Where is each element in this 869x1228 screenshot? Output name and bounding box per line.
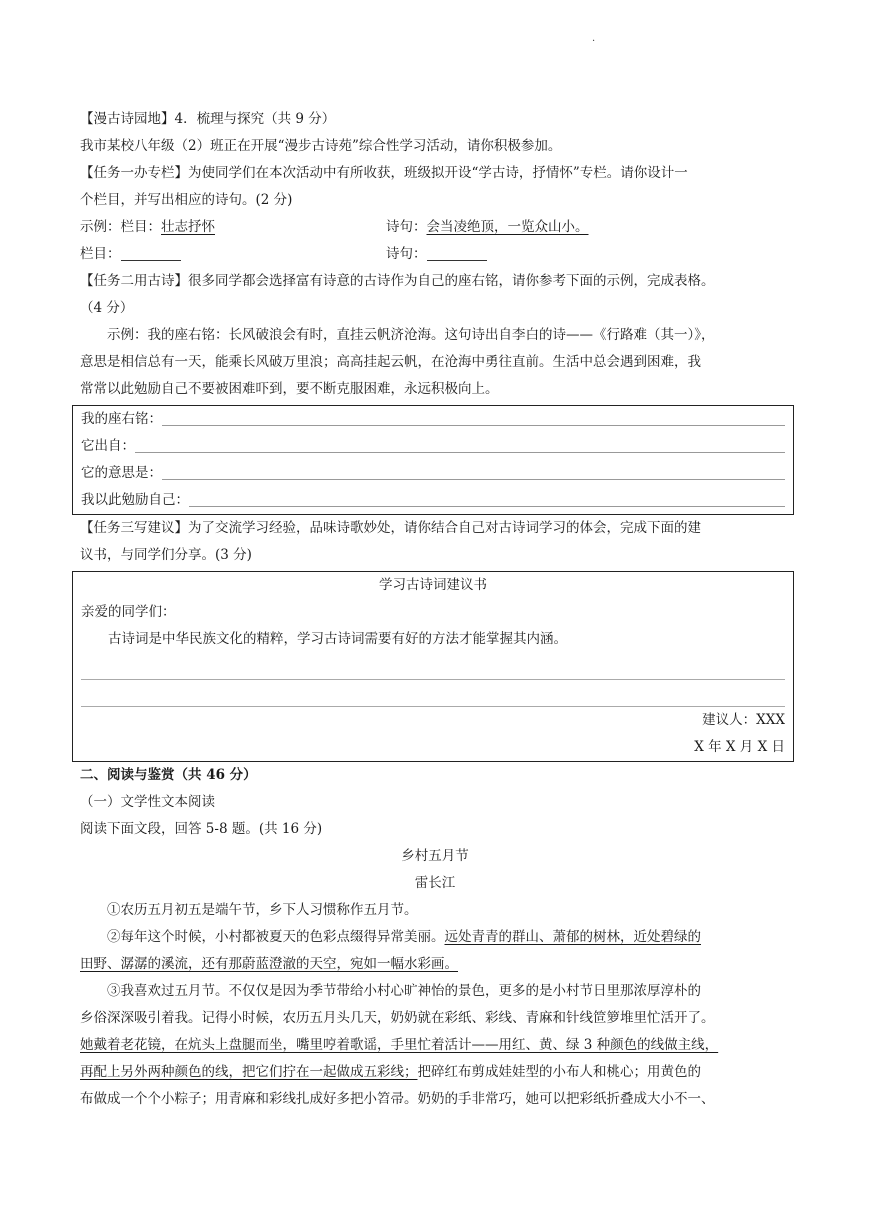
column-answer-blank[interactable] bbox=[121, 244, 181, 261]
meaning-row[interactable] bbox=[81, 460, 785, 487]
article-paragraph-2-line2 bbox=[80, 951, 790, 978]
task1-example-row bbox=[80, 214, 790, 241]
article-title: 乡村五月节 bbox=[401, 848, 469, 864]
letter-title: 学习古诗词建议书 bbox=[379, 577, 487, 593]
p3-rest: 把碎红布剪成娃娃型的小布人和桃心；用黄色的 bbox=[417, 1064, 701, 1080]
article-paragraph-1: ①农历五月初五是端午节，乡下人习惯称作五月节。 bbox=[107, 902, 418, 918]
task3-line1: 【任务三写建议】为了交流学习经验，品味诗歌妙处，请你结合自己对古诗词学习的体会，完成下面的建 bbox=[80, 520, 701, 536]
reading-instruction: 阅读下面文段，回答 5-8 题。(共 16 分) bbox=[80, 821, 323, 837]
task2-example-line2: 意思是相信总有一天，能乘长风破万里浪；高高挂起云帆，在沧海中勇往直前。生活中总会遇到困难，我 bbox=[80, 354, 701, 370]
article-paragraph-3-line5: 布做成一个个小粽子；用青麻和彩线扎成好多把小笤帚。奶奶的手非常巧，她可以把彩纸折叠成大小不一、 bbox=[80, 1091, 715, 1107]
letter-answer-line-2[interactable] bbox=[81, 680, 785, 707]
p3-underlined-2: 再配上另外两种颜色的线，把它们拧在一起做成五彩线； bbox=[80, 1064, 418, 1080]
task1-line1: 【任务一办专栏】为使同学们在本次活动中有所收获，班级拟开设“学古诗，抒情怀”专栏。请你设计一 bbox=[80, 165, 688, 181]
source-row-label: 它出自： bbox=[81, 438, 135, 454]
encourage-row-label: 我以此勉励自己： bbox=[81, 492, 189, 508]
p2-underlined-1: 远处青青的群山、萧郁的树林，近处碧绿的 bbox=[444, 929, 701, 945]
letter-salutation: 亲爱的同学们： bbox=[81, 604, 176, 620]
task2-example-line3: 常常以此勉励自己不要被困难吓到，要不断克服困难，永远积极向上。 bbox=[80, 381, 499, 397]
task2-line1: 【任务二用古诗】很多同学都会选择富有诗意的古诗作为自己的座右铭，请你参考下面的示例，完成表格。 bbox=[80, 273, 715, 289]
article-paragraph-3-line1: ③我喜欢过五月节。不仅仅是因为季节带给小村心旷神怡的景色，更多的是小村节日里那浓厚淳朴的 bbox=[107, 983, 701, 999]
letter-date: X 年 X 月 X 日 bbox=[694, 739, 785, 755]
poem-answer-blank[interactable] bbox=[427, 244, 487, 261]
letter-signer: 建议人：XXX bbox=[702, 712, 785, 728]
section2-sub1: （一）文学性文本阅读 bbox=[80, 794, 215, 810]
column-answer-cell bbox=[80, 241, 386, 268]
example-column-cell bbox=[80, 214, 386, 241]
encourage-row-rule bbox=[189, 506, 785, 507]
task1-answer-row bbox=[80, 241, 790, 268]
p2-underlined-2: 田野、潺潺的溪流，还有那蔚蓝澄澈的天空，宛如一幅水彩画。 bbox=[80, 956, 458, 972]
poem-label: 诗句： bbox=[386, 246, 427, 262]
article-author: 雷长江 bbox=[414, 875, 456, 891]
motto-row-rule bbox=[162, 425, 785, 426]
motto-row-label: 我的座右铭： bbox=[81, 411, 162, 427]
task2-line2: （4 分） bbox=[80, 300, 134, 316]
motto-row[interactable] bbox=[81, 406, 785, 433]
letter-answer-line-1[interactable] bbox=[81, 653, 785, 680]
document-content bbox=[80, 106, 790, 1113]
encourage-row[interactable] bbox=[81, 487, 785, 514]
motto-table bbox=[72, 405, 794, 515]
article-paragraph-3-line3 bbox=[80, 1032, 790, 1059]
article-paragraph-2-line1 bbox=[80, 924, 790, 951]
example-poem-label: 诗句： bbox=[386, 219, 427, 235]
task3-line2: 议书，与同学们分享。(3 分) bbox=[80, 547, 252, 563]
p2-text: ②每年这个时候，小村都被夏天的色彩点缀得异常美丽。 bbox=[107, 929, 445, 945]
source-row[interactable] bbox=[81, 433, 785, 460]
suggestion-letter-box bbox=[72, 571, 794, 762]
example-poem-cell bbox=[386, 214, 589, 241]
meaning-row-label: 它的意思是： bbox=[81, 465, 162, 481]
example-poem-value: 会当凌绝顶，一览众山小。 bbox=[426, 219, 589, 235]
poem-answer-cell bbox=[386, 241, 487, 268]
article-paragraph-3-line2: 乡俗深深吸引着我。记得小时候，农历五月头几天，奶奶就在彩纸、彩线、青麻和针线笸箩堆里忙活开了。 bbox=[80, 1010, 715, 1026]
p3-underlined-1: 她戴着老花镜，在炕头上盘腿而坐，嘴里哼着歌谣，手里忙着活计——用红、黄、绿 3 种颜色的线做主线， bbox=[80, 1037, 719, 1053]
meaning-row-rule bbox=[162, 479, 785, 480]
article-paragraph-3-line4 bbox=[80, 1059, 790, 1086]
task1-line2: 个栏目，并写出相应的诗句。(2 分) bbox=[80, 192, 293, 208]
task2-example-line1: 示例：我的座右铭：长风破浪会有时，直挂云帆济沧海。这句诗出自李白的诗——《行路难（其一）》， bbox=[107, 327, 715, 343]
example-label: 示例：栏目： bbox=[80, 219, 161, 235]
section2-title: 二、阅读与鉴赏（共 46 分） bbox=[80, 767, 257, 783]
example-column-value: 壮志抒怀 bbox=[161, 219, 215, 235]
header-dot: · bbox=[592, 36, 596, 47]
source-row-rule bbox=[135, 452, 785, 453]
column-label: 栏目： bbox=[80, 246, 121, 262]
section4-title: 【漫古诗园地】4．梳理与探究（共 9 分） bbox=[80, 111, 336, 127]
section4-intro: 我市某校八年级（2）班正在开展“漫步古诗苑”综合性学习活动，请你积极参加。 bbox=[80, 138, 562, 154]
letter-body: 古诗词是中华民族文化的精粹，学习古诗词需要有好的方法才能掌握其内涵。 bbox=[108, 631, 567, 647]
